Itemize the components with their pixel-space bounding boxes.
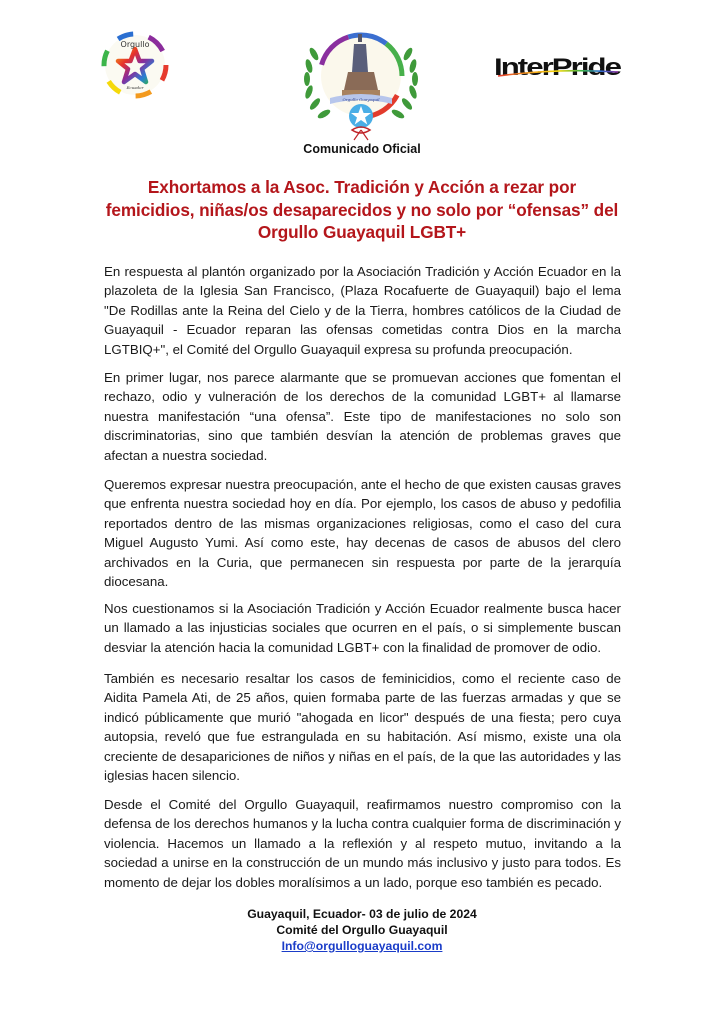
paragraph-6: Desde el Comité del Orgullo Guayaquil, reafirmamos nuestro compromiso con la defensa de los derechos humanos y la lucha contra cualquier forma de discriminación y violencia. Hacemos un llamado a la reflexión y al respeto mutuo, invitando a la sociedad a unirse en la construcción de un mundo más inclusivo y justo para todos. Es momento de dejar los dobles moralísimos a un lado, porque eso también es pecado. xyxy=(104,797,621,890)
laurel-wreath-icon xyxy=(292,24,430,142)
paragraph-4: Nos cuestionamos si la Asociación Tradición y Acción Ecuador realmente busca hacer un llamado a las injusticias sociales que ocurren en el país, o si simplemente buscan desviar la atención hacia la comunidad LGBT+ con la finalidad de promover de odio. xyxy=(104,601,621,655)
paragraph-5: También es necesario resaltar los casos de feminicidios, como el reciente caso de Aidita Pamela Ati, de 25 años, quien formaba parte de las fuerzas armadas y que se indicó públicamente que murió "ahogada en licor" después de una fiesta; pero cuya autopsia, reveló que fue estrangulada en su habitación. Así mismo, existe una ola creciente de desapariciones de niños y niñas en el país, de la que las autoridades y las iglesias hacen silencio. xyxy=(104,671,621,784)
svg-text:Ecuador: Ecuador xyxy=(126,85,144,90)
orgullo-ecuador-logo xyxy=(101,31,169,99)
svg-text:Orgullo Guayaquil: Orgullo Guayaquil xyxy=(342,97,380,102)
email-link[interactable]: Info@orgulloguayaquil.com xyxy=(281,939,443,953)
svg-text:Orgullo: Orgullo xyxy=(120,40,150,49)
headline: Exhortamos a la Asoc. Tradición y Acción a rezar por femicidios, niñas/os desaparecidos y no solo por “ofensas” del Orgullo Guayaquil LGBT+ xyxy=(105,177,619,242)
place-date: Guayaquil, Ecuador- 03 de julio de 2024 xyxy=(247,907,477,921)
signature-block xyxy=(0,906,724,954)
paragraph-3: Queremos expresar nuestra preocupación, ante el hecho de que existen causas graves que enfrenta nuestra sociedad hoy en día. Por ejemplo, los casos de abuso y pedofilia reportados dentro de las mismas organizaciones religiosas, como el caso del cura Miguel Augusto Yumi. Así como este, hay decenas de casos de abusos del clero archivados en la Curia, que permanecen sin respuesta por parte de la jerarquía diocesana. xyxy=(104,477,621,590)
orgullo-guayaquil-logo xyxy=(292,24,430,142)
interpride-logo xyxy=(494,52,622,82)
paragraph-2: En primer lugar, nos parece alarmante que se promuevan acciones que fomentan el rechazo, odio y vulneración de los derechos de la comunidad LGBT+ al llamarse nuestra manifestación “una ofensa”. Este tipo de manifestaciones no solo son discriminatorias, sino que también desvían la atención de problemas graves que afectan a nuestra sociedad. xyxy=(104,370,621,463)
rainbow-star-icon xyxy=(101,31,169,99)
svg-text:InterPride: InterPride xyxy=(494,54,622,81)
document-kicker: Comunicado Oficial xyxy=(303,142,421,156)
signature: Comité del Orgullo Guayaquil xyxy=(276,923,448,937)
paragraph-1: En respuesta al plantón organizado por la Asociación Tradición y Acción Ecuador en la plazoleta de la Iglesia San Francisco, (Plaza Rocafuerte de Guayaquil) bajo el lema "De Rodillas ante la Reina del Cielo y de la Tierra, hombres católicos de la Ciudad de Guayaquil - Ecuador reparan las ofensas cometidas contra Dios en la marcha LGTBIQ+", el Comité del Orgullo Guayaquil expresa su profunda preocupación. xyxy=(104,264,621,357)
interpride-wordmark-icon xyxy=(494,52,622,82)
